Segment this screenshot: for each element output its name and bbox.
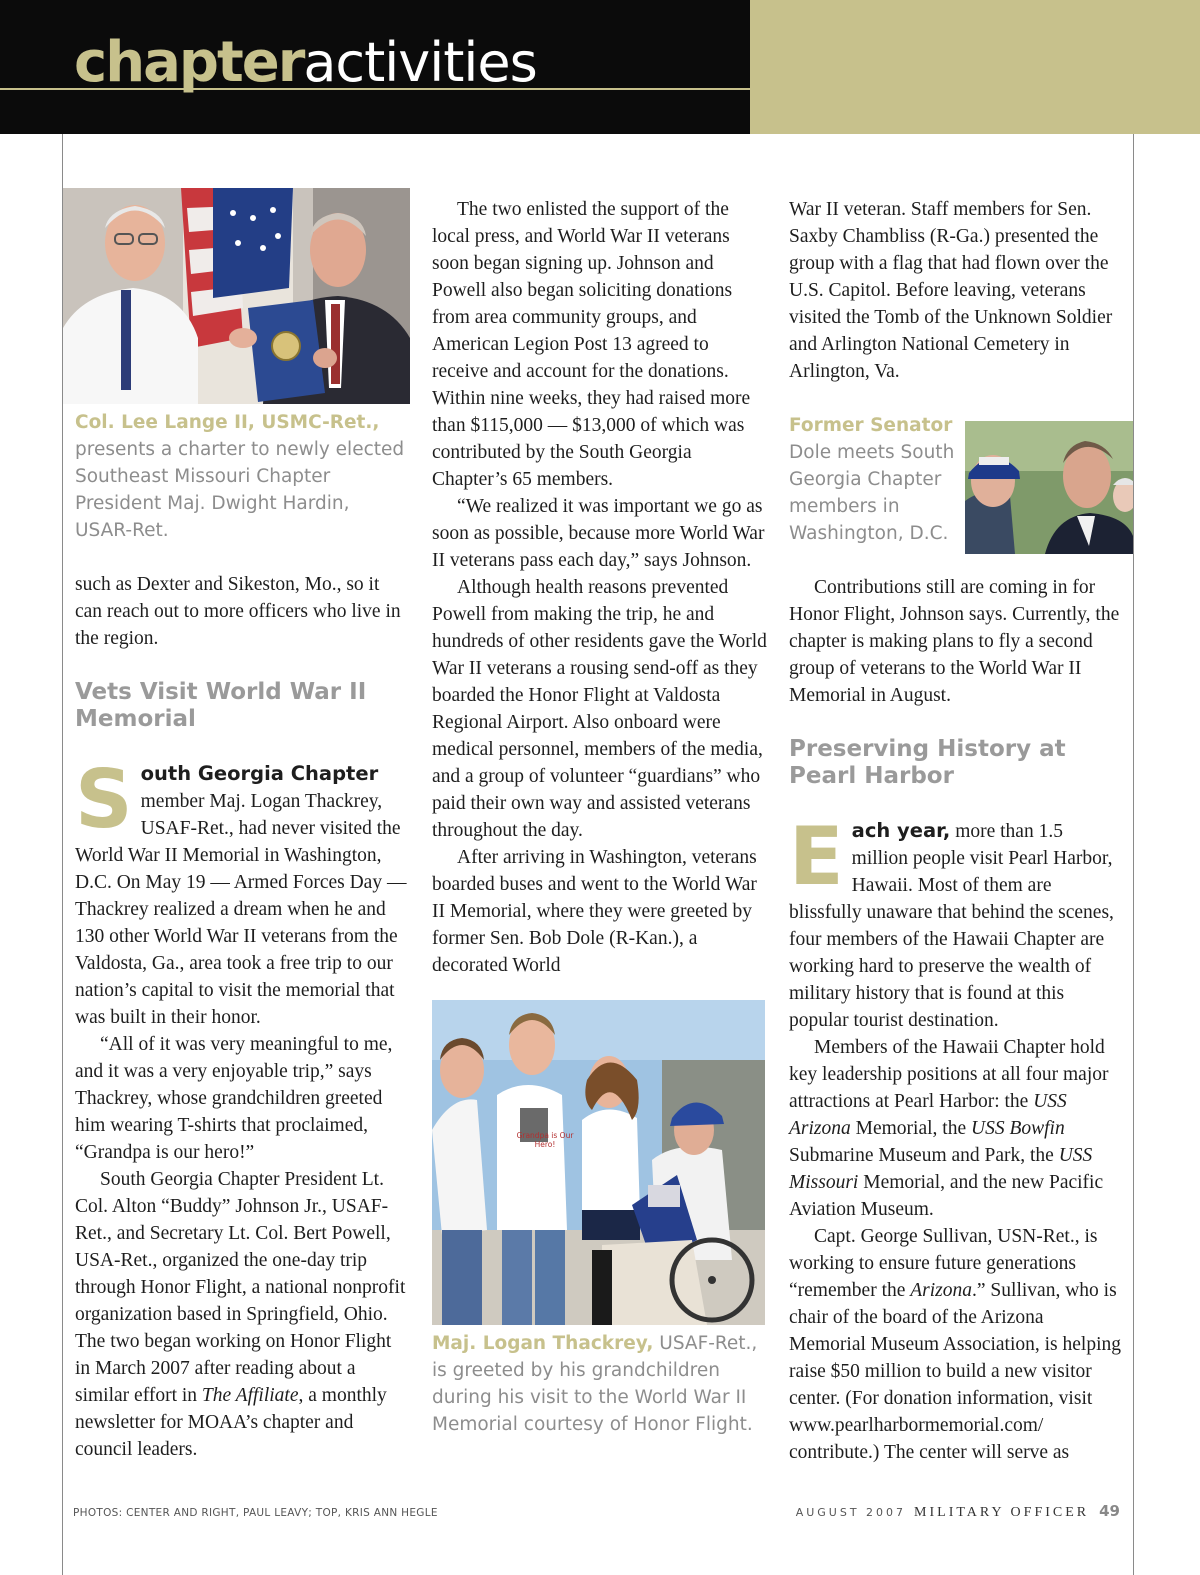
page-folio	[796, 1502, 1120, 1521]
tshirt-slogan: Grandpa is Our Hero!	[516, 1131, 574, 1149]
ship-name: USS Arizona	[789, 1091, 1067, 1139]
photo-credits: PHOTOS: CENTER AND RIGHT, PAUL LEAVY; TOP, KRIS ANN HEGLE	[73, 1507, 438, 1519]
headline-pearl-harbor: Preserving History at Pearl Harbor	[789, 736, 1066, 789]
column-2	[432, 196, 767, 1438]
column-3	[789, 196, 1124, 1466]
body-text: , a monthly newsletter for MOAA’s chapter and council leaders.	[75, 1385, 387, 1460]
page-number: 49	[1099, 1502, 1120, 1520]
body-paragraph-dropcap	[789, 810, 1124, 1034]
section-title-bold: chapter	[74, 30, 304, 95]
body-text: more than 1.5 million people visit Pearl Harbor, Hawaii. Most of them are blissfully unaware that behind the scenes, four members of the Hawaii Chapter are working hard to preserve the wealth of military history that is found at this popular tourist destination.	[789, 821, 1114, 1031]
photo-charter-presentation-image	[63, 188, 410, 404]
body-paragraph-dropcap	[75, 753, 410, 1031]
body-text: Submarine Museum and Park, the	[789, 1145, 1059, 1166]
body-text: Memorial, and the new Pacific Aviation Museum.	[789, 1172, 1104, 1220]
body-paragraph	[789, 1034, 1124, 1223]
caption-lead: Former Senator	[789, 415, 953, 436]
page-frame-right	[1133, 134, 1134, 1575]
body-paragraph: such as Dexter and Sikeston, Mo., so it can reach out to more officers who live in the region.	[75, 574, 401, 649]
caption-charter-presentation	[75, 409, 410, 544]
ship-name: Arizona	[910, 1280, 973, 1301]
dole-photo-block	[789, 412, 1124, 547]
caption-text: Dole meets South Georgia Chapter members in Washington, D.C.	[789, 442, 955, 544]
body-text: .” Sullivan, who is chair of the board of the Arizona Memorial Museum Association, is helping raise $50 million to build a new visitor center. (For donation information, visit www.pearlharbormemorial.com/ contribute.) The center will serve as	[789, 1280, 1122, 1463]
caption-text: USAF-Ret., is greeted by his grandchildren during his visit to the World War II Memorial courtesy of Honor Flight.	[432, 1333, 758, 1435]
body-paragraph: War II veteran. Staff members for Sen. Saxby Chambliss (R-Ga.) presented the group with a flag that had flown over the U.S. Capitol. Before leaving, veterans visited the Tomb of the Unknown Soldier and Arlington National Cemetery in Arlington, Va.	[789, 199, 1113, 382]
body-text: Members of the Hawaii Chapter hold key leadership positions at all four major attractions at Pearl Harbor: the	[789, 1037, 1109, 1112]
section-title	[74, 30, 537, 110]
caption-text: presents a charter to newly elected Southeast Missouri Chapter President Maj. Dwight Hardin, USAR-Ret.	[75, 439, 405, 541]
ship-name: USS Missouri	[789, 1145, 1093, 1193]
photo-dole-meeting	[965, 421, 1133, 554]
publication-title: The Affiliate	[201, 1385, 299, 1406]
body-text: member Maj. Logan Thackrey, USAF-Ret., had never visited the World War II Memorial in Washington, D.C. On May 19 — Armed Forces Day — Thackrey realized a dream when he and 130 other World War II veterans from the Valdosta, Ga., area took a free trip to our nation’s capital to visit the memorial that was built in their honor.	[75, 791, 407, 1028]
body-paragraph	[789, 1223, 1124, 1466]
run-in-text: outh Georgia Chapter	[140, 762, 379, 785]
header-accent-block	[750, 0, 1200, 134]
photo-thackrey-grandchildren-image	[432, 1000, 765, 1325]
section-title-light: activities	[303, 31, 537, 94]
ship-name: USS Bowfin	[970, 1118, 1065, 1139]
column-1	[75, 196, 410, 1463]
magazine-name: MILITARY OFFICER	[914, 1505, 1090, 1520]
caption-dole	[789, 412, 959, 547]
drop-cap: E	[789, 810, 844, 903]
body-text: Capt. George Sullivan, USN-Ret., is working to ensure future generations “remember the	[789, 1226, 1098, 1301]
caption-lead: Col. Lee Lange II, USMC-Ret.,	[75, 412, 380, 433]
body-text: South Georgia Chapter President Lt. Col. Alton “Buddy” Johnson Jr., USAF-Ret., and Secretary Lt. Col. Bert Powell, USA-Ret., organized the one-day trip through Honor Flight, a national nonprofit organization based in Springfield, Ohio. The two began working on Honor Flight in March 2007 after reading about a similar effort in	[75, 1169, 406, 1406]
drop-cap: S	[75, 753, 133, 846]
photo-charter-presentation	[63, 188, 410, 404]
body-paragraph: After arriving in Washington, veterans boarded buses and went to the World War II Memorial, where they were greeted by former Sen. Bob Dole (R-Kan.), a decorated World	[432, 847, 757, 976]
body-paragraph: “We realized it was important we go as soon as possible, because more World War II veterans pass each day,” says Johnson.	[432, 496, 765, 571]
headline-vets-visit: Vets Visit World War II Memorial	[75, 679, 367, 732]
body-text: Memorial, the	[850, 1118, 971, 1139]
caption-lead: Maj. Logan Thackrey,	[432, 1333, 654, 1354]
issue-date: AUGUST 2007	[795, 1506, 907, 1519]
body-paragraph	[75, 1166, 410, 1463]
body-paragraph: Contributions still are coming in for Honor Flight, Johnson says. Currently, the chapter is making plans to fly a second group of veterans to the World War II Memorial in August.	[789, 577, 1120, 706]
body-paragraph: “All of it was very meaningful to me, and it was a very enjoyable trip,” says Thackrey, whose grandchildren greeted him wearing T-shirts that proclaimed, “Grandpa is our hero!”	[75, 1034, 393, 1163]
body-paragraph: Although health reasons prevented Powell from making the trip, he and hundreds of other residents gave the World War II veterans a rousing send-off as they boarded the Honor Flight at Valdosta Regional Airport. Also onboard were medical personnel, members of the media, and a group of volunteer “guardians” who paid their own way and assisted veterans throughout the day.	[432, 577, 767, 841]
body-paragraph: The two enlisted the support of the local press, and World War II veterans soon began signing up. Johnson and Powell also began soliciting donations from area community groups, and American Legion Post 13 agreed to receive and account for the donations. Within nine weeks, they had raised more than $115,000 — $13,000 of which was contributed by the South Georgia Chapter’s 65 members.	[432, 199, 751, 490]
run-in-text: ach year,	[851, 819, 951, 842]
caption-thackrey	[432, 1330, 767, 1438]
photo-thackrey-grandchildren	[432, 1000, 765, 1325]
